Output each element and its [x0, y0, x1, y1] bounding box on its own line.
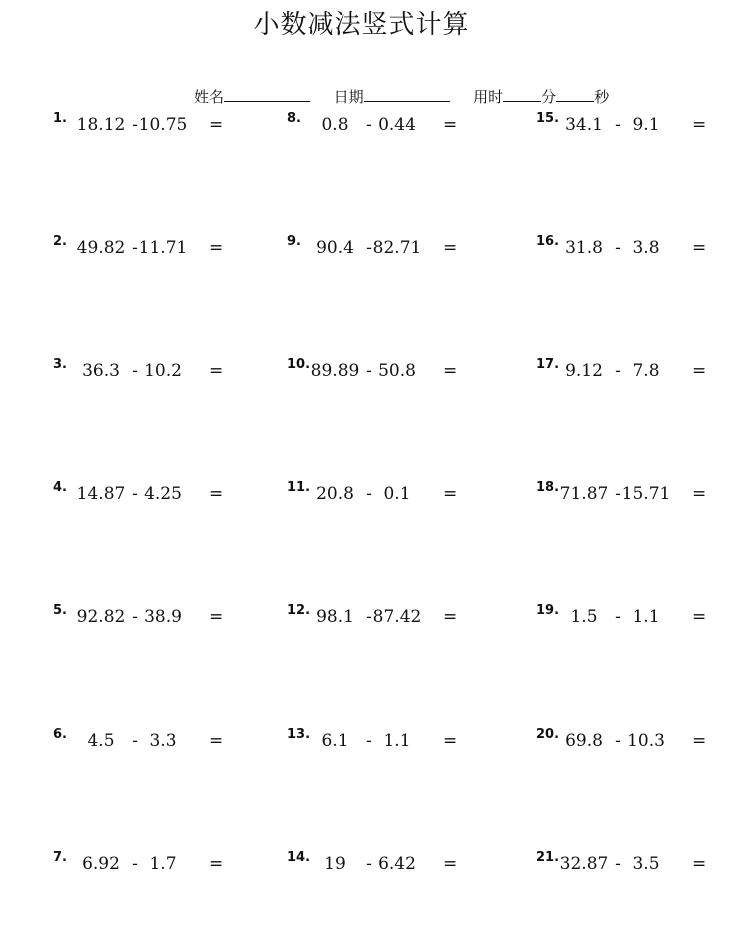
equals-sign: =: [209, 607, 224, 627]
subtrahend: 1.7: [149, 854, 177, 874]
problem-number: 21.: [536, 850, 560, 865]
time-label: 用时: [473, 88, 504, 106]
equals-sign: =: [443, 731, 458, 751]
subtrahend: 15.71: [621, 484, 671, 504]
problem-number: 17.: [536, 357, 560, 372]
minuend: 14.87: [76, 484, 126, 504]
minuend: 6.92: [82, 854, 120, 874]
minus-sign: -: [615, 854, 621, 874]
subtrahend: 10.2: [144, 361, 182, 381]
minus-sign: -: [132, 238, 138, 258]
minus-sign: -: [366, 484, 372, 504]
minus-sign: -: [132, 361, 138, 381]
equals-sign: =: [443, 854, 458, 874]
equals-sign: =: [692, 484, 707, 504]
minute-label: 分: [541, 88, 557, 106]
problem-number: 7.: [53, 850, 67, 865]
problem-number: 9.: [287, 234, 301, 249]
equals-sign: =: [209, 238, 224, 258]
equals-sign: =: [443, 607, 458, 627]
minus-sign: -: [615, 607, 621, 627]
minuend: 1.5: [570, 607, 598, 627]
worksheet-title: 小数减法竖式计算: [253, 10, 470, 40]
minus-sign: -: [366, 731, 372, 751]
problem-number: 3.: [53, 357, 67, 372]
problem-number: 6.: [53, 727, 67, 742]
minus-sign: -: [366, 361, 372, 381]
subtrahend: 3.8: [632, 238, 660, 258]
equals-sign: =: [209, 361, 224, 381]
minuend: 0.8: [321, 115, 349, 135]
equals-sign: =: [209, 731, 224, 751]
minus-sign: -: [132, 484, 138, 504]
minus-sign: -: [366, 854, 372, 874]
equals-sign: =: [443, 115, 458, 135]
minuend: 6.1: [321, 731, 349, 751]
problem-number: 8.: [287, 111, 301, 126]
minuend: 18.12: [76, 115, 126, 135]
minuend: 19: [324, 854, 346, 874]
equals-sign: =: [692, 361, 707, 381]
minus-sign: -: [366, 238, 372, 258]
equals-sign: =: [443, 361, 458, 381]
minuend: 9.12: [565, 361, 603, 381]
problem-number: 13.: [287, 727, 311, 742]
equals-sign: =: [443, 484, 458, 504]
name-label: 姓名: [194, 88, 225, 106]
minus-sign: -: [615, 731, 621, 751]
equals-sign: =: [209, 854, 224, 874]
minus-sign: -: [615, 238, 621, 258]
minus-sign: -: [366, 607, 372, 627]
minus-sign: -: [132, 607, 138, 627]
name-blank[interactable]: [224, 87, 310, 102]
problem-number: 5.: [53, 603, 67, 618]
subtrahend: 10.75: [138, 115, 188, 135]
minus-sign: -: [366, 115, 372, 135]
minuend: 4.5: [87, 731, 115, 751]
minuend: 98.1: [316, 607, 354, 627]
minuend: 49.82: [76, 238, 126, 258]
subtrahend: 50.8: [378, 361, 416, 381]
problem-number: 12.: [287, 603, 311, 618]
problem-number: 15.: [536, 111, 560, 126]
subtrahend: 9.1: [632, 115, 660, 135]
equals-sign: =: [209, 484, 224, 504]
minuend: 34.1: [565, 115, 603, 135]
problem-number: 10.: [287, 357, 311, 372]
seconds-blank[interactable]: [556, 87, 594, 102]
minuend: 92.82: [76, 607, 126, 627]
date-label: 日期: [333, 88, 364, 106]
subtrahend: 0.1: [383, 484, 411, 504]
problem-number: 19.: [536, 603, 560, 618]
minuend: 69.8: [565, 731, 603, 751]
minus-sign: -: [615, 115, 621, 135]
minuend: 32.87: [559, 854, 609, 874]
subtrahend: 1.1: [632, 607, 660, 627]
minuend: 20.8: [316, 484, 354, 504]
minus-sign: -: [615, 484, 621, 504]
problem-number: 14.: [287, 850, 311, 865]
problem-number: 11.: [287, 480, 311, 495]
minuend: 71.87: [559, 484, 609, 504]
problem-number: 16.: [536, 234, 560, 249]
minus-sign: -: [132, 854, 138, 874]
problem-number: 4.: [53, 480, 67, 495]
student-info-line: [194, 86, 609, 107]
minus-sign: -: [132, 731, 138, 751]
date-blank[interactable]: [364, 87, 450, 102]
subtrahend: 87.42: [372, 607, 422, 627]
minus-sign: -: [132, 115, 138, 135]
subtrahend: 1.1: [383, 731, 411, 751]
problem-number: 20.: [536, 727, 560, 742]
minus-sign: -: [615, 361, 621, 381]
subtrahend: 11.71: [138, 238, 188, 258]
equals-sign: =: [692, 607, 707, 627]
equals-sign: =: [209, 115, 224, 135]
minuend: 36.3: [82, 361, 120, 381]
subtrahend: 6.42: [378, 854, 416, 874]
minutes-blank[interactable]: [503, 87, 541, 102]
subtrahend: 38.9: [144, 607, 182, 627]
subtrahend: 10.3: [627, 731, 665, 751]
problem-number: 1.: [53, 111, 67, 126]
equals-sign: =: [443, 238, 458, 258]
problem-number: 2.: [53, 234, 67, 249]
minuend: 89.89: [310, 361, 360, 381]
subtrahend: 82.71: [372, 238, 422, 258]
subtrahend: 0.44: [378, 115, 416, 135]
subtrahend: 7.8: [632, 361, 660, 381]
equals-sign: =: [692, 115, 707, 135]
problem-number: 18.: [536, 480, 560, 495]
equals-sign: =: [692, 854, 707, 874]
subtrahend: 3.3: [149, 731, 177, 751]
second-label: 秒: [594, 88, 610, 106]
minuend: 31.8: [565, 238, 603, 258]
subtrahend: 4.25: [144, 484, 182, 504]
minuend: 90.4: [316, 238, 354, 258]
equals-sign: =: [692, 731, 707, 751]
subtrahend: 3.5: [632, 854, 660, 874]
equals-sign: =: [692, 238, 707, 258]
